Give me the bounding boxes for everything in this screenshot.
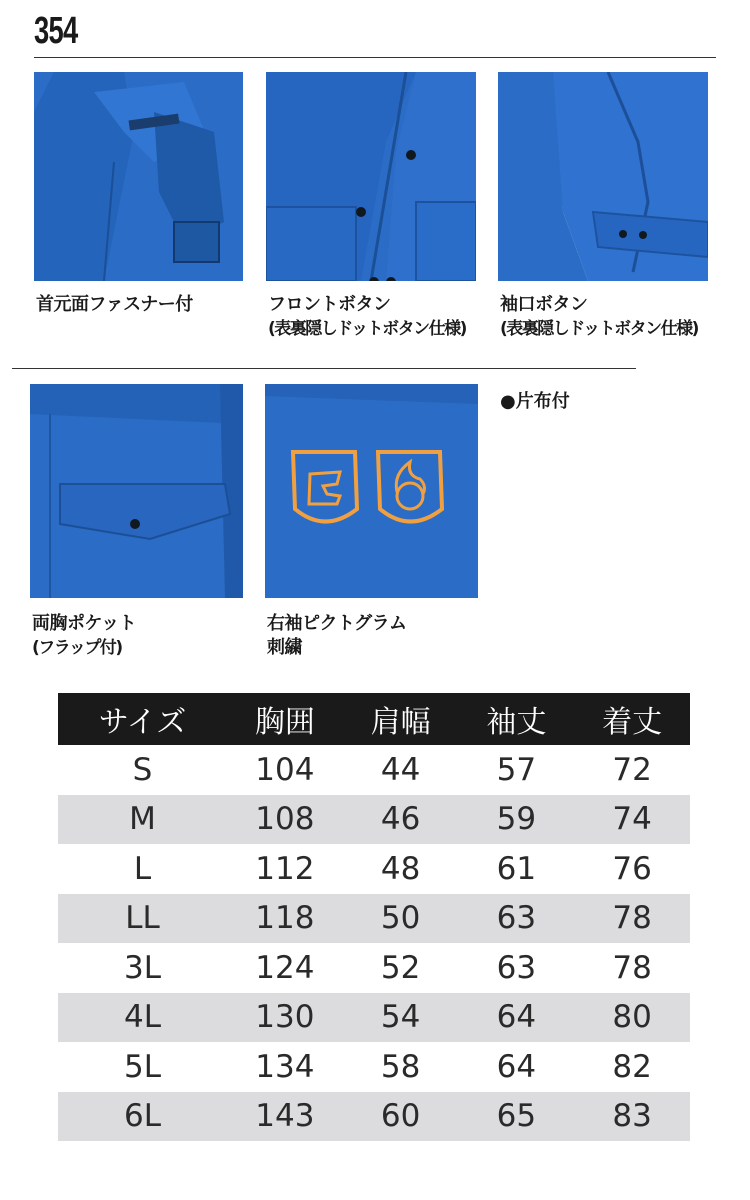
table-cell: 63 [496, 949, 537, 986]
table-cell: 130 [227, 993, 343, 1043]
table-cell: 58 [380, 1048, 421, 1085]
cuff-button-photo [498, 72, 708, 281]
table-cell: 76 [612, 850, 652, 887]
table-row [58, 943, 690, 993]
table-cell: 50 [343, 894, 459, 944]
table-cell: 60 [343, 1092, 459, 1142]
table-cell: 4L [58, 993, 227, 1043]
table-cell: 6L [58, 1092, 227, 1142]
table-cell: 74 [574, 795, 690, 845]
table-cell: 63 [458, 894, 574, 944]
table-cell: 72 [612, 751, 652, 788]
table-cell: 143 [227, 1092, 343, 1142]
table-cell: 57 [496, 751, 537, 788]
table-cell: 134 [255, 1048, 315, 1085]
product-code: 354 [34, 10, 78, 52]
table-row [58, 993, 690, 1043]
table-cell: LL [58, 894, 227, 944]
header-chest: 胸囲 [227, 693, 343, 745]
header-shoulder: 肩幅 [343, 693, 459, 745]
table-cell: 54 [343, 993, 459, 1043]
collar-photo [34, 72, 243, 281]
table-cell: S [132, 751, 153, 788]
table-cell: 80 [574, 993, 690, 1043]
table-cell: 83 [574, 1092, 690, 1142]
table-row [58, 745, 690, 795]
table-cell: 108 [227, 795, 343, 845]
table-cell: L [133, 850, 152, 887]
table-cell: 65 [458, 1092, 574, 1142]
table-cell: 46 [343, 795, 459, 845]
table-cell: 5L [124, 1048, 161, 1085]
header-length: 着丈 [574, 693, 690, 745]
header-sleeve: 袖丈 [458, 693, 574, 745]
table-cell: 64 [458, 993, 574, 1043]
section-divider [12, 368, 636, 369]
pictogram-embroidery-photo [265, 384, 478, 598]
table-cell: 48 [380, 850, 421, 887]
note-text: ●片布付 [500, 391, 570, 412]
chest-pocket-photo [30, 384, 243, 598]
feature-caption-pictogram: 右袖ピクトグラム 刺繍 [267, 613, 407, 658]
table-cell: 44 [380, 751, 421, 788]
table-cell: 52 [380, 949, 421, 986]
table-cell: 61 [496, 850, 537, 887]
size-table [58, 693, 690, 1141]
feature-caption-chest-pocket: 両胸ポケット (フラップ付) [32, 613, 137, 658]
table-cell: 82 [612, 1048, 652, 1085]
size-table-header-row [58, 693, 690, 745]
feature-caption-front-button: フロントボタン (表裏隠しドットボタン仕様) [268, 294, 466, 339]
header-size: サイズ [58, 693, 227, 745]
table-cell: 104 [255, 751, 315, 788]
feature-caption-cuff-button: 袖口ボタン (表裏隠しドットボタン仕様) [500, 294, 698, 339]
table-cell: 59 [458, 795, 574, 845]
table-cell: 78 [612, 949, 652, 986]
table-cell: 78 [574, 894, 690, 944]
table-row [58, 894, 690, 944]
table-cell: 124 [255, 949, 315, 986]
table-row [58, 1042, 690, 1092]
front-button-photo [266, 72, 476, 281]
table-row [58, 795, 690, 845]
table-row [58, 844, 690, 894]
table-cell: M [58, 795, 227, 845]
header-divider [34, 57, 716, 58]
table-row [58, 1092, 690, 1142]
table-cell: 112 [255, 850, 315, 887]
feature-caption-collar-zipper: 首元面ファスナー付 [36, 294, 193, 315]
table-cell: 3L [124, 949, 161, 986]
table-cell: 64 [496, 1048, 537, 1085]
table-cell: 118 [227, 894, 343, 944]
